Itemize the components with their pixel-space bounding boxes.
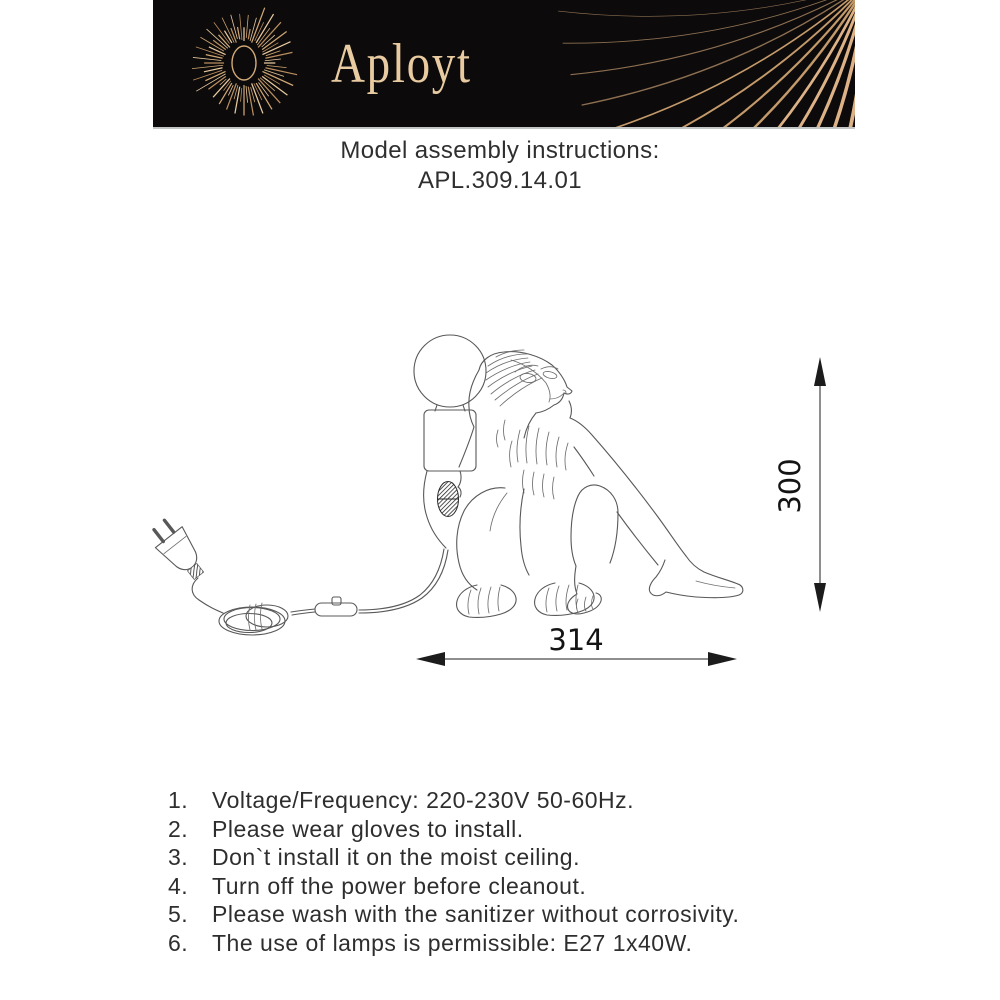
inline-switch-drawing (315, 597, 357, 616)
instruction-number: 2. (168, 815, 189, 842)
instruction-number: 5. (168, 901, 189, 927)
instruction-item (168, 872, 739, 901)
instruction-number: 6. (168, 929, 189, 956)
power-cord-drawing (192, 549, 448, 615)
brand-banner (153, 0, 855, 129)
brand-wordmark: Aployt (331, 32, 472, 95)
instruction-text: Don`t install it on the moist ceiling. (212, 844, 580, 870)
instruction-text: Please wash with the sanitizer without corrosivity. (212, 901, 740, 927)
width-dimension (416, 623, 737, 666)
page-title: Model assembly instructions: (340, 137, 660, 164)
instruction-item (168, 900, 739, 929)
instructions-list (168, 786, 739, 957)
instruction-number: 1. (168, 787, 189, 813)
instruction-number: 3. (168, 844, 189, 870)
light-bulb-drawing (414, 335, 486, 411)
instruction-item (168, 843, 739, 872)
title-block (0, 136, 1000, 196)
instruction-item (168, 929, 739, 958)
starburst-logo-icon (179, 0, 309, 127)
model-number: APL.309.14.01 (417, 167, 582, 194)
instruction-text: The use of lamps is permissible: E27 1x40W. (212, 929, 693, 956)
instruction-number: 4. (168, 872, 189, 899)
cord-coil-drawing (219, 603, 288, 635)
width-dimension-label: 314 (548, 623, 604, 657)
monkey-figure-drawing (424, 350, 743, 617)
instruction-text: Turn off the power before cleanout. (212, 872, 587, 899)
assembly-diagram (140, 320, 860, 680)
instruction-item (168, 815, 739, 844)
lamp-socket-drawing (424, 410, 476, 471)
instruction-text: Voltage/Frequency: 220-230V 50-60Hz. (212, 787, 635, 813)
power-plug-drawing (146, 514, 213, 586)
instruction-text: Please wear gloves to install. (212, 815, 524, 842)
height-dimension-label: 300 (773, 458, 807, 514)
height-dimension (773, 357, 826, 612)
instruction-item (168, 786, 739, 815)
